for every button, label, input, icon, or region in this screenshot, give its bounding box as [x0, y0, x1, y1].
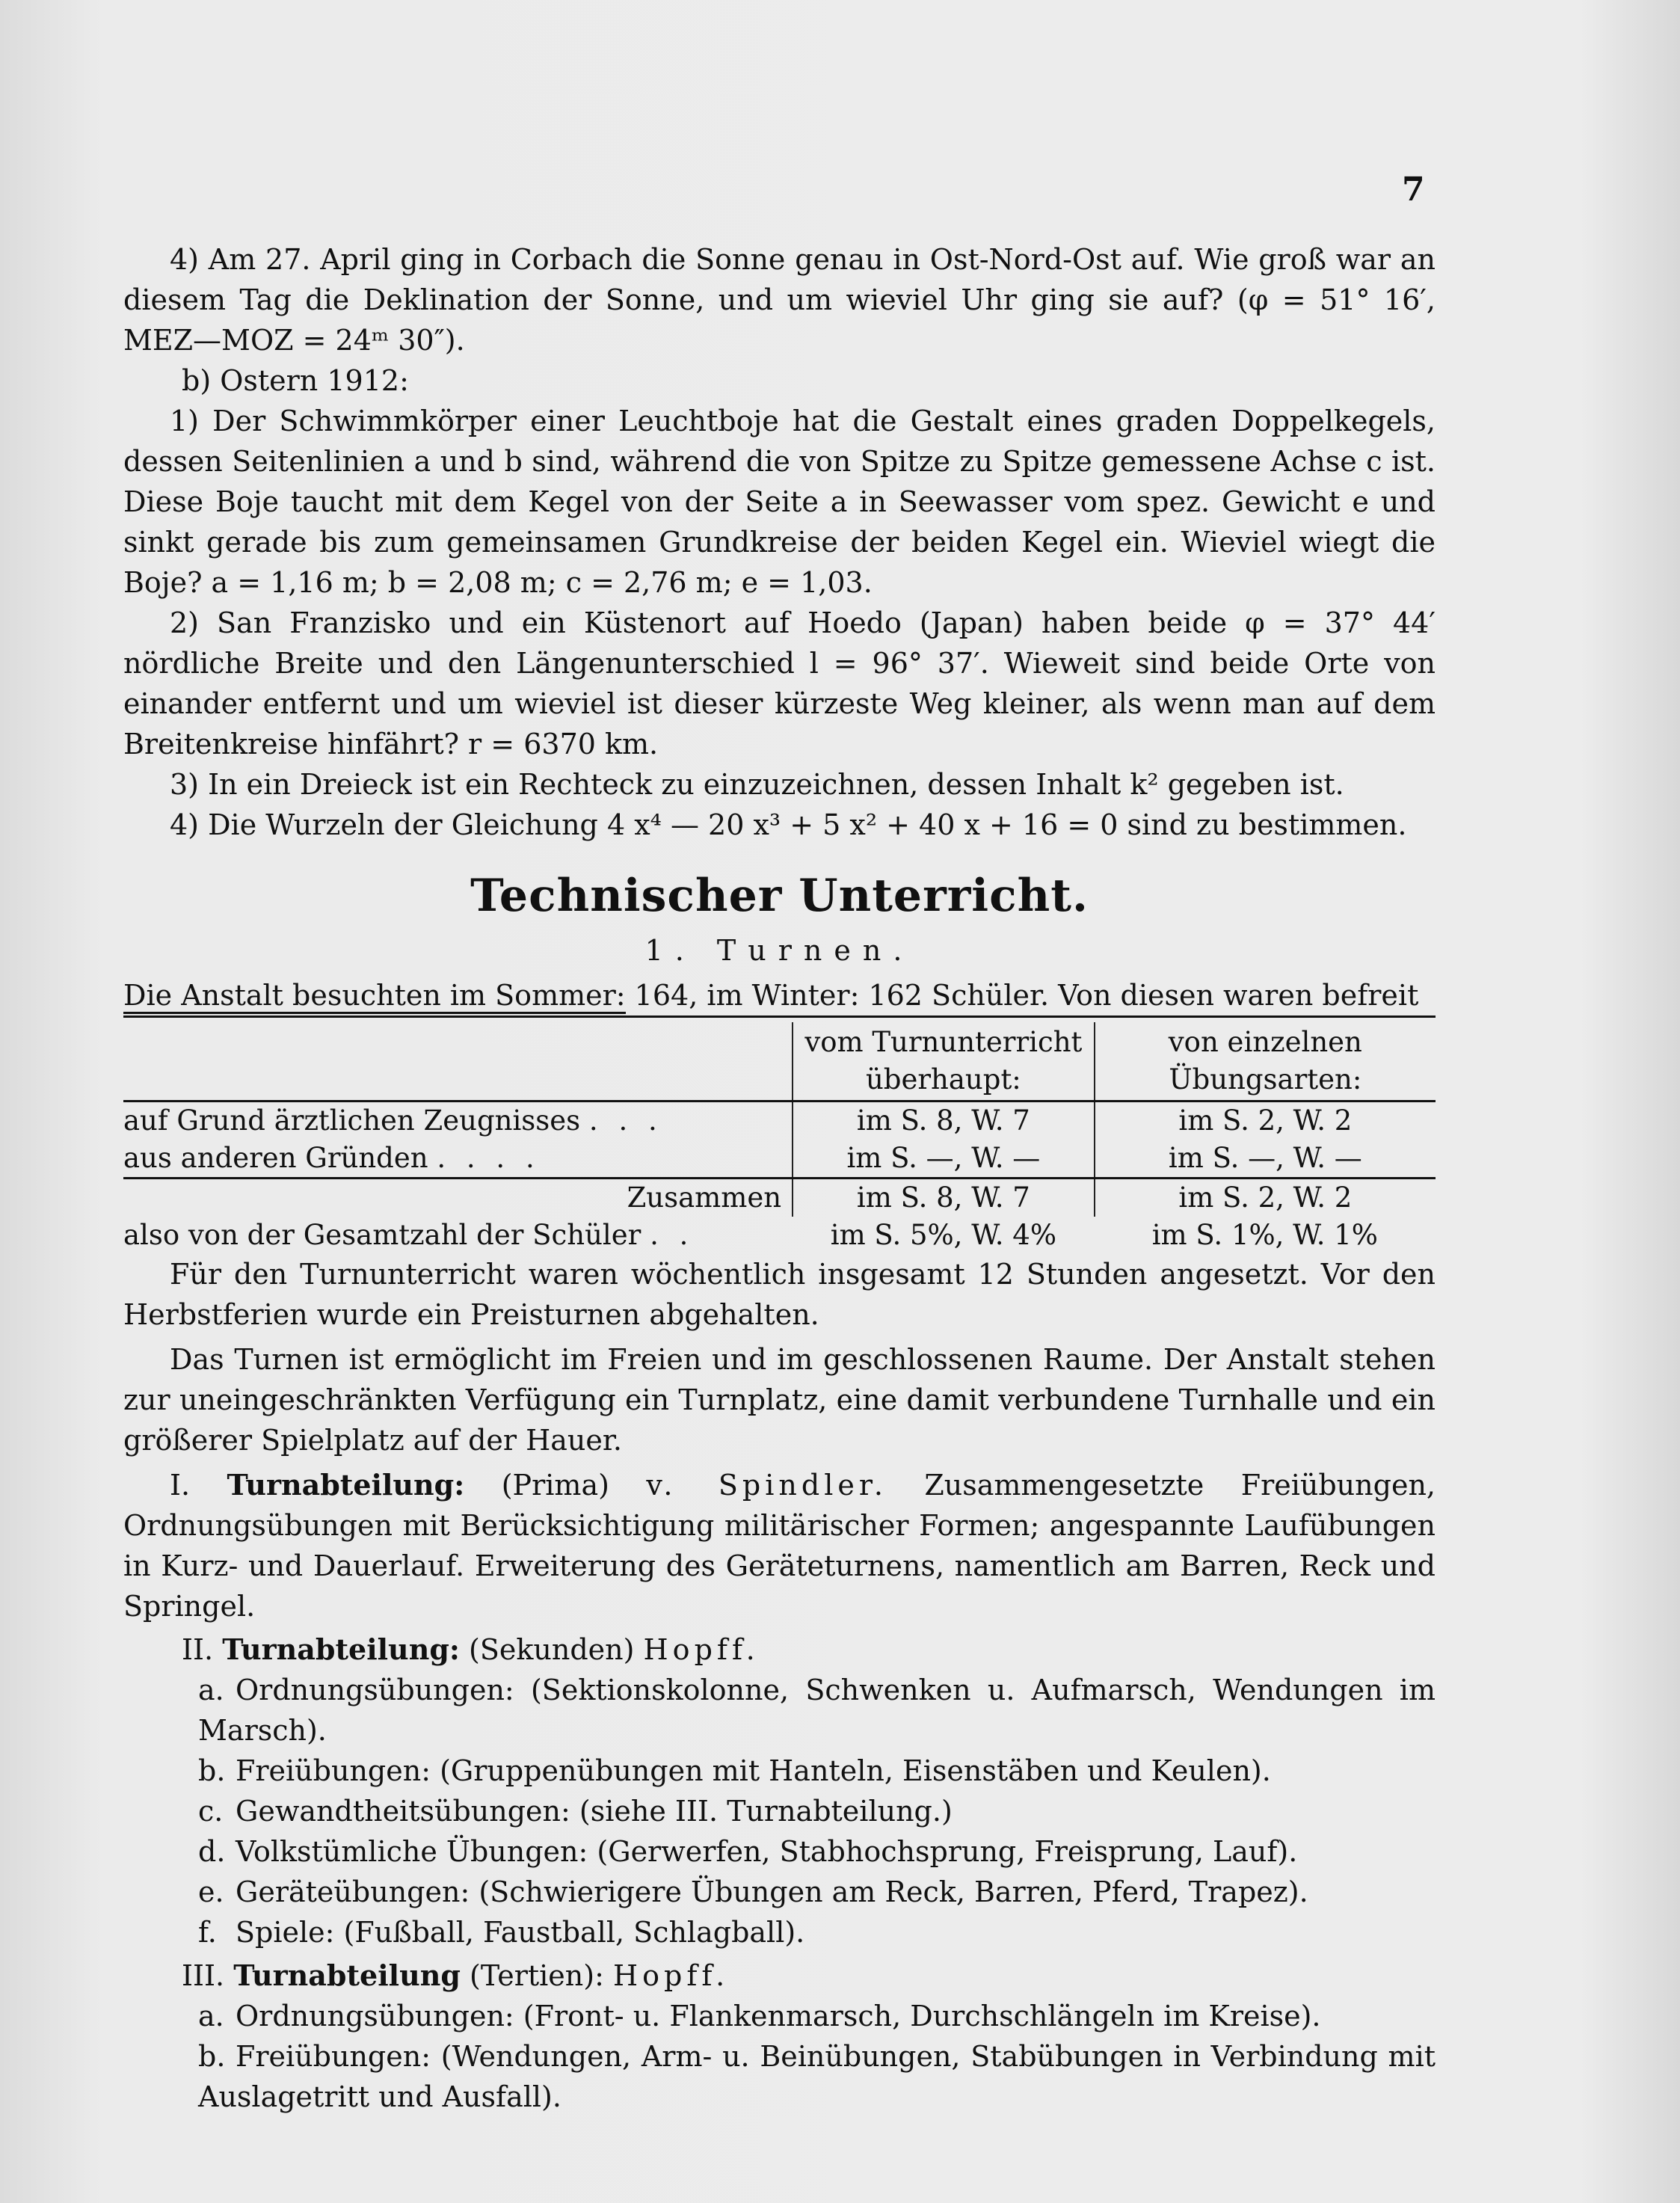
table-row	[123, 1102, 1436, 1140]
row-label: aus anderen Gründen . . . .	[123, 1142, 541, 1174]
exercise-b1: 1) Der Schwimmkörper einer Leuchtboje hat die Gestalt eines graden Doppelkegels, dessen Seitenlinien a und b sind, während die von Spitze zu Spitze gemessene Achse c ist. Diese Boje taucht mit dem Kegel von der Seite a in Seewasser vom spez. Gewicht e und sinkt gerade bis zum gemeinsamen Grundkreise der beiden Kegel ein. Wieviel wiegt die Boje? a = 1,16 m; b = 2,08 m; c = 2,76 m; e = 1,03.	[123, 405, 1436, 599]
list-item: a. Ordnungsübungen: (Front- u. Flankenmarsch, Durchschlängeln im Kreise).	[198, 2000, 1321, 2033]
sum-value-total: im S. 8, W. 7	[793, 1179, 1095, 1217]
division-3-title: Turnabteilung	[233, 1958, 461, 1992]
division-2-title: Turnabteilung:	[222, 1632, 460, 1666]
exercise-b3: 3) In ein Dreieck ist ein Rechteck zu einzuzeichnen, dessen Inhalt k² gegeben ist.	[170, 768, 1344, 801]
table-percent-row	[123, 1217, 1436, 1254]
list-item: e. Geräteübungen: (Schwierigere Übungen am Reck, Barren, Pferd, Trapez).	[198, 1875, 1308, 1908]
list-item: b. Freiübungen: (Gruppenübungen mit Hanteln, Eisenstäben und Keulen).	[198, 1754, 1271, 1787]
division-2-list	[123, 1670, 1436, 1952]
division-3-list	[123, 1996, 1436, 2117]
page-content	[123, 239, 1436, 2117]
attendance-rest: 164, im Winter: 162 Schüler. Von diesen waren befreit	[625, 979, 1419, 1012]
exercise-b2: 2) San Franzisko und ein Küstenort auf Hoedo (Japan) haben beide φ = 37° 44′ nördliche Breite und den Längenunterschied l = 96° 37′. Wieweit sind beide Orte von einander entfernt und um wieviel ist dieser kürzeste Weg kleiner, als wenn man auf dem Breitenkreise hinfährt? r = 6370 km.	[123, 606, 1436, 761]
row-value-total: im S. 8, W. 7	[793, 1102, 1095, 1140]
section-title: Technischer Unterricht.	[470, 870, 1089, 922]
sum-value-partial: im S. 2, W. 2	[1095, 1179, 1436, 1217]
division-3-teacher: Hopff.	[612, 1959, 730, 1992]
division-2-heading: II. Turnabteilung: (Sekunden) Hopff.	[182, 1632, 760, 1666]
division-2-teacher: Hopff.	[643, 1633, 760, 1666]
table-header-blank	[123, 1022, 793, 1102]
percent-value-total: im S. 5%, W. 4%	[830, 1219, 1056, 1251]
table-row	[123, 1140, 1436, 1179]
exercise-b-heading: b) Ostern 1912:	[182, 364, 409, 397]
table-top-rule	[123, 1016, 1436, 1018]
exercise-b4: 4) Die Wurzeln der Gleichung 4 x⁴ — 20 x³ + 5 x² + 40 x + 16 = 0 sind zu bestimmen.	[170, 808, 1407, 841]
list-item: f. Spiele: (Fußball, Faustball, Schlagball).	[198, 1916, 805, 1949]
list-item: c. Gewandtheitsübungen: (siehe III. Turnabteilung.)	[198, 1795, 953, 1828]
col-header-partial: von einzelnen Übungsarten:	[1095, 1022, 1436, 1102]
subsection-title: 1. Turnen.	[644, 934, 914, 967]
row-value-partial: im S. 2, W. 2	[1095, 1102, 1436, 1140]
division-1: I. Turnabteilung: (Prima) v. Spindler. Zusammengesetzte Freiübungen, Ordnungsübungen mit Berücksichtigung militärischer Formen; angespannte Laufübungen in Kurz- und Dauerlauf. Erweiterung des Geräteturnens, namentlich am Barren, Reck und Springel.	[123, 1468, 1436, 1623]
division-1-title: Turnabteilung:	[227, 1468, 465, 1502]
list-item: b. Freiübungen: (Wendungen, Arm- u. Beinübungen, Stabübungen in Verbindung mit Auslagetritt und Ausfall).	[198, 2040, 1436, 2113]
exercise-4: 4) Am 27. April ging in Corbach die Sonne genau in Ost-Nord-Ost auf. Wie groß war an diesem Tag die Deklination der Sonne, und um wieviel Uhr ging sie auf? (φ = 51° 16′, MEZ—MOZ = 24ᵐ 30″).	[123, 243, 1436, 357]
exemption-table	[123, 1022, 1436, 1254]
table-header-row	[123, 1022, 1436, 1102]
percent-value-partial: im S. 1%, W. 1%	[1151, 1219, 1378, 1251]
table-sum-row	[123, 1179, 1436, 1217]
percent-label: also von der Gesamtzahl der Schüler . .	[123, 1219, 695, 1251]
list-item: d. Volkstümliche Übungen: (Gerwerfen, Stabhochsprung, Freisprung, Lauf).	[198, 1835, 1298, 1868]
row-label: auf Grund ärztlichen Zeugnisses . . .	[123, 1104, 663, 1137]
paragraph-hours: Für den Turnunterricht waren wöchentlich insgesamt 12 Stunden angesetzt. Vor den Herbstferien wurde ein Preisturnen abgehalten.	[123, 1258, 1436, 1331]
col-header-total: vom Turnunterricht überhaupt:	[793, 1022, 1095, 1102]
row-value-total: im S. —, W. —	[793, 1140, 1095, 1179]
sum-label: Zusammen	[123, 1179, 793, 1217]
row-value-partial: im S. —, W. —	[1095, 1140, 1436, 1179]
division-1-teacher: v. Spindler.	[646, 1469, 887, 1502]
division-3-heading: III. Turnabteilung (Tertien): Hopff.	[182, 1958, 730, 1992]
page-number: 7	[1402, 170, 1425, 209]
list-item: a. Ordnungsübungen: (Sektionskolonne, Schwenken u. Aufmarsch, Wendungen im Marsch).	[198, 1674, 1436, 1747]
attendance-line	[123, 975, 1436, 1016]
paragraph-facilities: Das Turnen ist ermöglicht im Freien und im geschlossenen Raume. Der Anstalt stehen zur uneingeschränkten Verfügung ein Turnplatz, eine damit verbundene Turnhalle und ein größerer Spielplatz auf der Hauer.	[123, 1343, 1436, 1457]
attendance-underlined: Die Anstalt besuchten im Sommer:	[123, 979, 626, 1014]
